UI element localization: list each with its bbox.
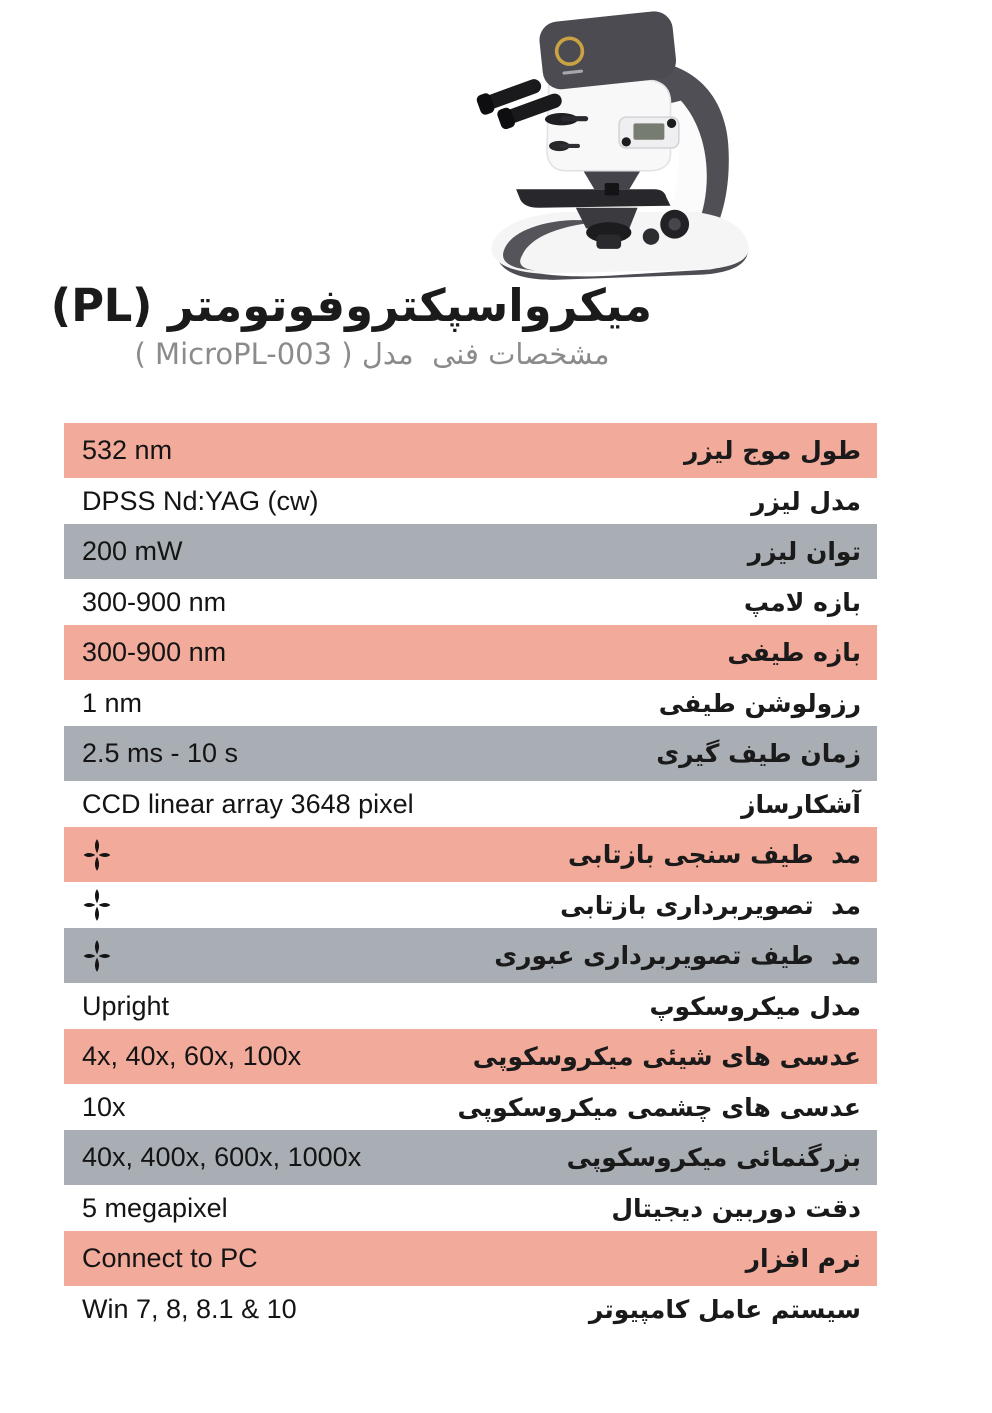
spec-value: Upright [82,990,170,1021]
spec-label: مد طیف تصویربرداری عبوری [494,941,861,970]
spec-label: رزولوشن طیفی [658,688,861,718]
spec-row-camera-resolution [64,1185,877,1231]
spec-label: طول موج لیزر [683,436,861,465]
spec-row-reflective-spectroscopy-mode [64,827,877,882]
spec-row-spectral-resolution [64,680,877,726]
product-title: میکرواسپکتروفوتومتر (PL) [50,279,652,332]
mode-supported-cell [64,936,112,976]
spec-value: 300-900 nm [82,586,227,617]
spec-value: 1 nm [82,687,143,718]
spec-label: بزرگنمائی میکروسکوپی [566,1143,861,1172]
spec-row-lamp-range [64,579,877,625]
display-panel [619,117,679,148]
mode-supported-cell [64,835,112,875]
spec-label: عدسی های شیئی میکروسکوپی [472,1042,861,1071]
microscope-image [462,8,772,286]
spec-value: 2.5 ms - 10 s [82,738,239,768]
spec-row-spectral-range [64,625,877,680]
spec-value: Connect to PC [82,1243,258,1273]
spec-row-acquisition-time [64,726,877,781]
spec-value: Win 7, 8, 8.1 & 10 [82,1293,297,1324]
spec-label: نرم افزار [745,1244,861,1273]
four-petal-asterisk-icon [82,885,112,925]
spec-value: DPSS Nd:YAG (cw) [82,485,319,516]
spec-row-transmission-imaging-mode [64,928,877,983]
spec-label: توان لیزر [747,537,861,566]
header [50,279,652,371]
spec-label: عدسی های چشمی میکروسکوپی [457,1092,861,1122]
four-petal-asterisk-icon [82,835,112,875]
spec-row-laser-power [64,524,877,579]
spec-label: بازه طیفی [727,638,861,667]
spec-table [64,423,877,1332]
spec-row-eyepiece-lenses [64,1084,877,1130]
spec-value: 4x, 40x, 60x, 100x [82,1041,302,1071]
mode-supported-cell [64,885,112,925]
spec-value: 532 nm [82,435,173,465]
spec-row-laser-wavelength [64,423,877,478]
spec-row-reflective-imaging-mode [64,882,877,928]
spec-row-software [64,1231,877,1286]
spec-row-magnification [64,1130,877,1185]
spec-row-laser-model [64,478,877,524]
spec-row-objective-lenses [64,1029,877,1084]
spec-value: 10x [82,1091,126,1122]
spec-label: مدل میکروسکوپ [649,991,861,1021]
spec-label: سیستم عامل کامپیوتر [588,1294,861,1324]
spec-label: مد تصویربرداری بازتابی [560,890,861,920]
spec-label: بازه لامپ [743,587,861,617]
spec-label: دقت دوربین دیجیتال [611,1193,861,1223]
spec-row-detector [64,781,877,827]
spec-label: مد طیف سنجی بازتابی [568,840,861,869]
spec-value: 300-900 nm [82,637,227,667]
spec-value: CCD linear array 3648 pixel [82,788,414,819]
spec-label: آشکارساز [741,789,861,819]
spec-subtitle: مشخصات فنی مدل ( MicroPL-003 ) [134,336,610,371]
spec-row-microscope-model [64,983,877,1029]
four-petal-asterisk-icon [82,936,112,976]
spec-value: 200 mW [82,536,183,566]
spec-value: 5 megapixel [82,1192,228,1223]
microscope-head [538,10,678,92]
spec-row-operating-system [64,1286,877,1332]
spec-label: زمان طیف گیری [656,739,861,768]
spec-value: 40x, 400x, 600x, 1000x [82,1142,362,1172]
spec-label: مدل لیزر [751,486,861,516]
